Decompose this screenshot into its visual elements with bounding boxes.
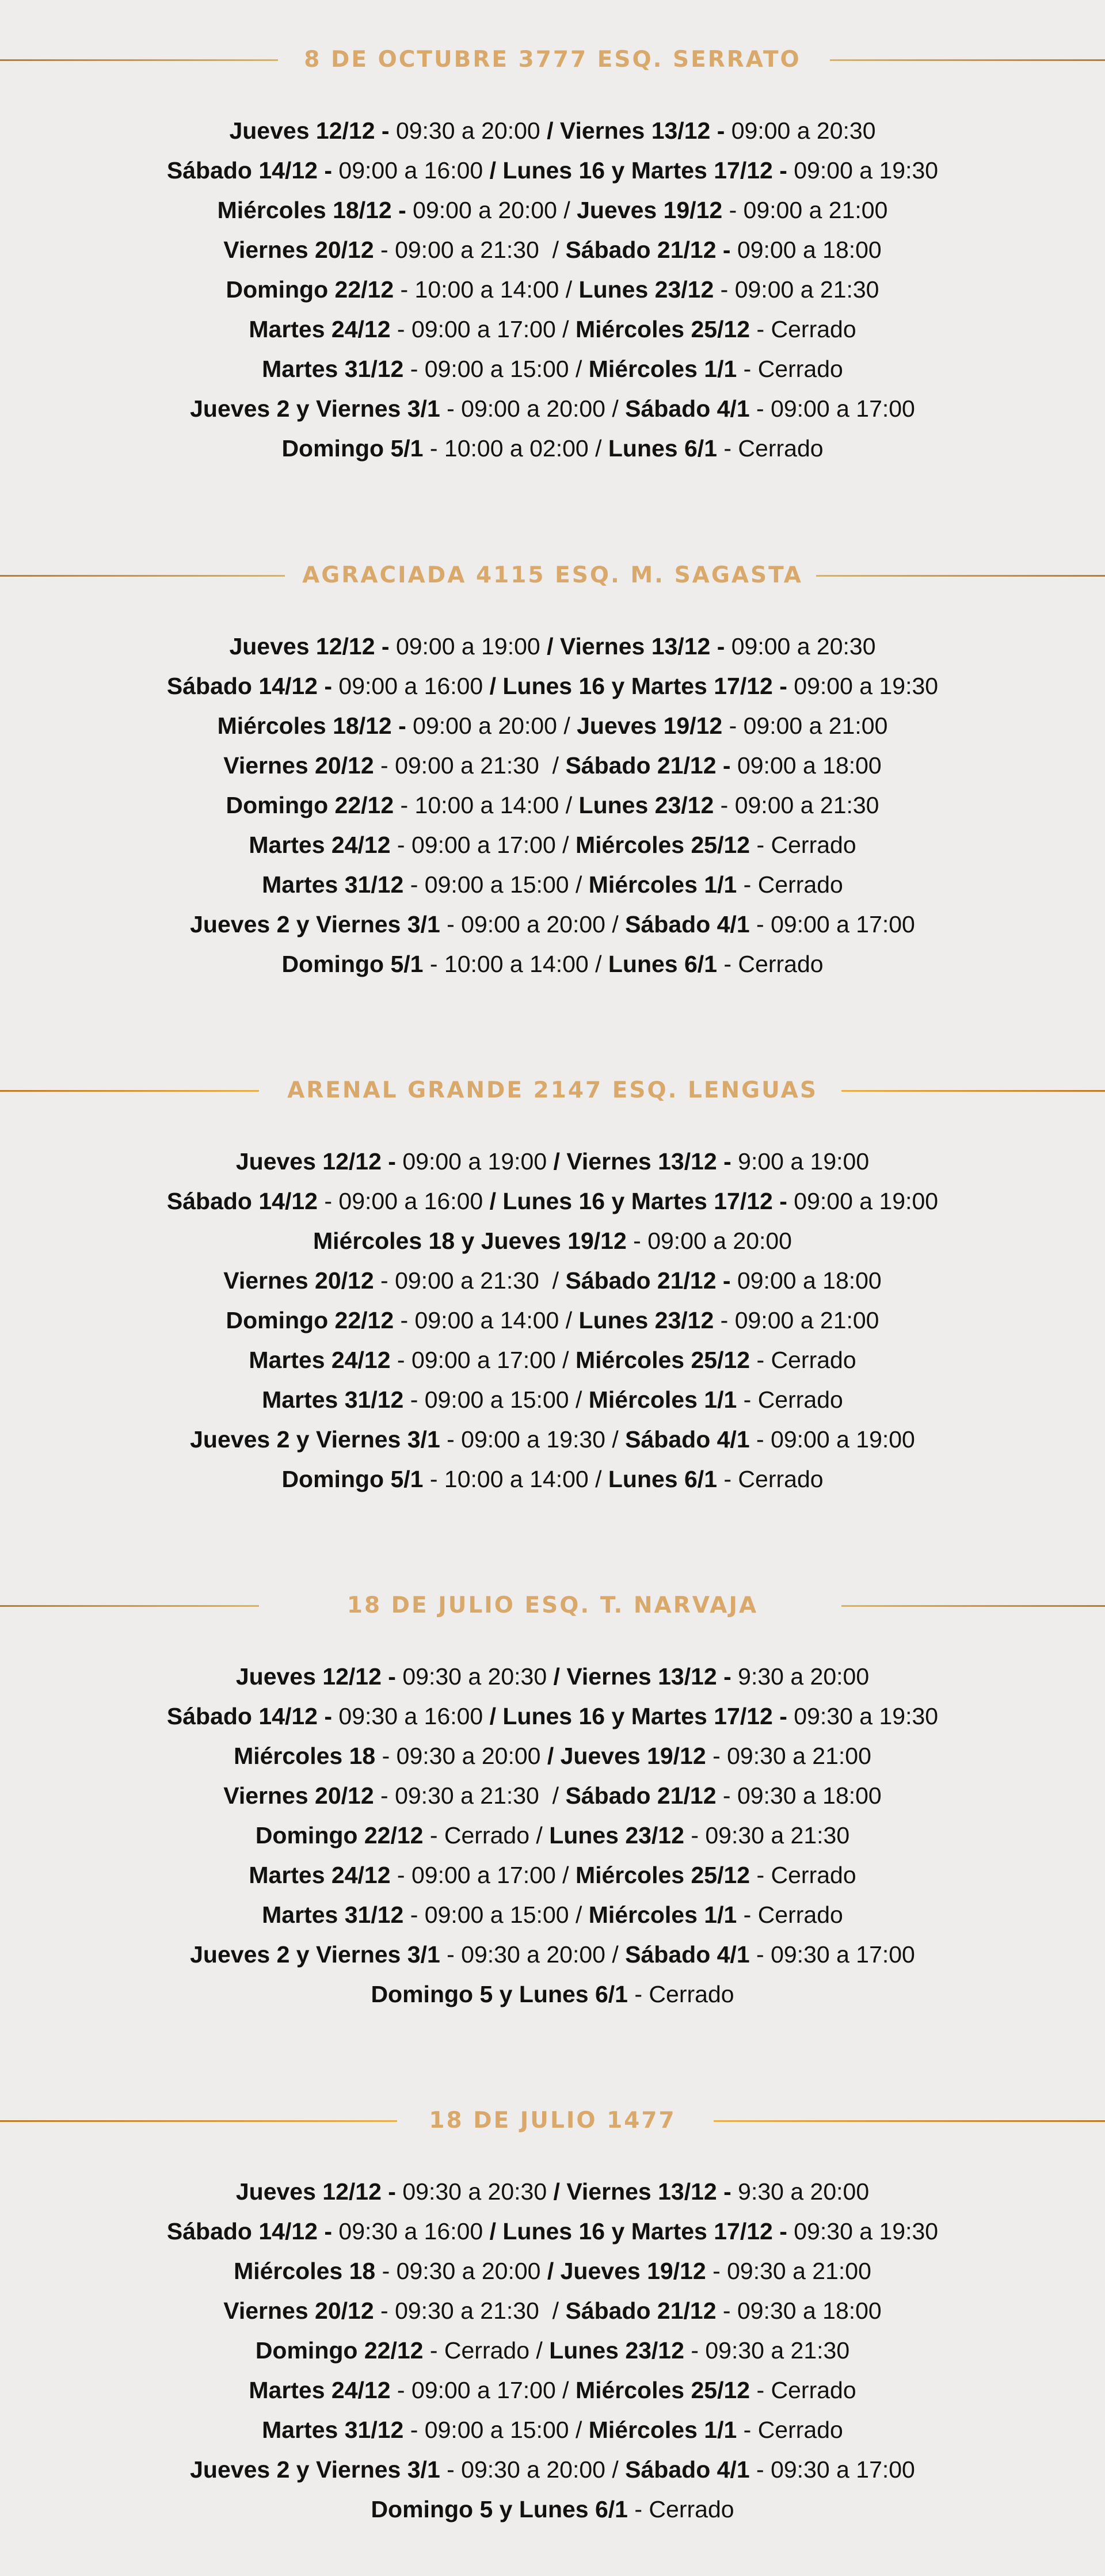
day-label: Jueves 19/12 [577,712,723,739]
day-label: Domingo 22/12 [255,2337,424,2364]
hours-list [0,1657,1105,2014]
hours-row [0,2450,1105,2490]
day-label: Miércoles 25/12 [575,832,750,858]
hours-row [0,786,1105,825]
day-label: Miércoles 18/12 - [217,197,406,223]
hours-value: - Cerrado [737,1386,843,1413]
day-label: Martes 24/12 [249,1862,391,1888]
hours-row [0,2291,1105,2331]
day-label: Domingo 22/12 [226,1307,394,1333]
hours-value: - 09:00 a 15:00 / [403,1386,589,1413]
day-label: Martes 24/12 [249,832,391,858]
hours-value: - 09:00 a 20:00 / [440,395,626,422]
section-header [0,558,1105,593]
day-label: Lunes 23/12 [549,2337,684,2364]
hours-row [0,1460,1105,1499]
day-label: Sábado 21/12 - [565,237,731,263]
day-label: Domingo 5 y Lunes 6/1 [371,1981,628,2007]
hours-value: - Cerrado [717,435,824,462]
day-label: Jueves 2 y Viernes 3/1 [190,395,440,422]
day-label: Jueves 19/12 [577,197,723,223]
day-label: Martes 24/12 [249,316,391,342]
day-label: Sábado 21/12 [565,2297,717,2324]
hours-row [0,1855,1105,1895]
hours-value: 09:00 a 18:00 [730,237,882,263]
hours-value: - 10:00 a 02:00 / [423,435,608,462]
day-label: / Lunes 16 y Martes 17/12 - [489,1188,787,1214]
hours-row [0,111,1105,151]
hours-value: - 09:00 a 20:00 [626,1228,792,1254]
day-label: Miércoles 25/12 [575,1862,750,1888]
hours-value: 09:30 a 20:30 [395,2178,554,2205]
day-label: Jueves 12/12 - [235,1663,396,1690]
hours-value: 09:00 a 16:00 [332,673,490,699]
hours-list [0,1142,1105,1499]
hours-row [0,190,1105,230]
hours-row [0,1261,1105,1301]
day-label: Jueves 12/12 - [229,633,390,660]
hours-row [0,2172,1105,2212]
hours-value: 09:00 a 19:30 [787,157,939,184]
hours-value: - Cerrado / [423,2337,550,2364]
hours-value: - 10:00 a 14:00 / [394,276,579,303]
day-label: / Jueves 19/12 [547,1743,706,1769]
hours-value: - 09:00 a 17:00 / [390,832,576,858]
hours-row [0,1895,1105,1935]
day-label: Domingo 5/1 [281,1466,424,1492]
hours-row [0,1935,1105,1975]
day-label: Lunes 6/1 [608,435,717,462]
day-label: Miércoles 25/12 [575,1347,750,1373]
hours-value: - 10:00 a 14:00 / [423,951,608,977]
day-label: Miércoles 18 y Jueves 19/12 [313,1228,627,1254]
hours-row [0,1816,1105,1855]
hours-row [0,1340,1105,1380]
hours-value: - 09:00 a 15:00 / [403,356,589,382]
day-label: Miércoles 25/12 [575,316,750,342]
hours-value: - 09:30 a 21:30 [684,1822,850,1849]
hours-value: 9:30 a 20:00 [731,1663,870,1690]
day-label: / Viernes 13/12 - [553,1148,731,1175]
hours-value: 09:00 a 20:30 [725,633,876,660]
day-label: Martes 24/12 [249,2377,391,2403]
day-label: Miércoles 1/1 [588,1386,737,1413]
hours-value: - 09:00 a 21:30 [714,276,879,303]
day-label: Lunes 6/1 [608,1466,717,1492]
hours-value: 09:00 a 19:30 [787,673,939,699]
hours-row [0,151,1105,190]
hours-row [0,1697,1105,1736]
day-label: Viernes 20/12 [223,237,374,263]
hours-value: - Cerrado / [423,1822,550,1849]
hours-value: 09:30 a 20:00 [389,117,547,144]
day-label: / Lunes 16 y Martes 17/12 - [489,2218,787,2245]
hours-value: - 09:30 a 20:00 [375,2258,547,2284]
hours-value: - 09:30 a 21:00 [706,2258,871,2284]
day-label: Miércoles 1/1 [588,871,737,898]
hours-value: - 09:30 a 20:00 / [440,1941,626,1968]
day-label: Miércoles 1/1 [588,2417,737,2443]
day-label: Viernes 20/12 [223,1267,374,1294]
store-section-8-de-octubre [0,43,1105,468]
day-label: Jueves 12/12 - [235,2178,396,2205]
hours-row [0,1221,1105,1261]
day-label: Jueves 2 y Viernes 3/1 [190,911,440,938]
day-label: Miércoles 1/1 [588,356,737,382]
hours-value: - Cerrado [750,2377,856,2403]
hours-value: - 09:30 a 17:00 [749,1941,915,1968]
hours-value: - 10:00 a 14:00 / [394,792,579,818]
hours-row [0,1142,1105,1182]
hours-value: - 09:30 a 17:00 [749,2456,915,2483]
hours-value: - 09:00 a 17:00 [749,395,915,422]
hours-row [0,1736,1105,1776]
hours-row [0,706,1105,746]
hours-value: - 09:00 a 20:00 / [440,911,626,938]
hours-value: 09:00 a 19:00 [395,1148,554,1175]
hours-value: - Cerrado [737,356,843,382]
hours-value: - 09:30 a 20:00 [375,1743,547,1769]
hours-value: 09:30 a 20:30 [395,1663,554,1690]
hours-value: - 09:30 a 20:00 / [440,2456,626,2483]
hours-row [0,1776,1105,1816]
hours-value: - Cerrado [750,1347,856,1373]
hours-value: 09:00 a 16:00 [332,157,490,184]
hours-row [0,2251,1105,2291]
day-label: Martes 24/12 [249,1347,391,1373]
day-label: Jueves 2 y Viernes 3/1 [190,1426,440,1453]
store-address-title: 18 DE JULIO ESQ. T. NARVAJA [346,1592,759,1618]
day-label: Martes 31/12 [262,2417,404,2443]
hours-value: - Cerrado [750,1862,856,1888]
day-label: Domingo 5/1 [281,951,424,977]
hours-row [0,389,1105,429]
store-section-agraciada [0,558,1105,984]
day-label: Sábado 4/1 [625,911,750,938]
day-label: Sábado 14/12 - [166,157,333,184]
hours-value: 09:30 a 19:30 [787,2218,939,2245]
day-label: Sábado 14/12 - [166,2218,333,2245]
day-label: Lunes 23/12 [578,1307,714,1333]
day-label: Sábado 4/1 [625,2456,750,2483]
hours-value: - Cerrado [750,316,856,342]
hours-value: - 09:00 a 17:00 / [390,1347,576,1373]
section-header [0,1588,1105,1623]
day-label: Sábado 14/12 [166,1188,318,1214]
hours-value: - 09:00 a 21:30 [714,792,879,818]
hours-row [0,349,1105,389]
hours-row [0,746,1105,786]
section-header [0,1073,1105,1108]
hours-value: - 09:00 a 16:00 [317,1188,490,1214]
day-label: Jueves 2 y Viernes 3/1 [190,1941,440,1968]
hours-value: - 09:00 a 15:00 / [403,2417,589,2443]
hours-value: - 09:30 a 21:30 / [374,1782,566,1809]
day-label: Sábado 21/12 - [565,752,731,779]
hours-row [0,2410,1105,2450]
hours-value: 09:30 a 16:00 [332,2218,490,2245]
hours-row [0,310,1105,349]
hours-value: - Cerrado [717,951,824,977]
day-label: Jueves 12/12 - [235,1148,396,1175]
hours-list [0,627,1105,984]
hours-row [0,2371,1105,2410]
hours-row [0,1420,1105,1460]
day-label: Lunes 23/12 [578,792,714,818]
hours-value: 09:00 a 18:00 [730,752,882,779]
day-label: / Jueves 19/12 [547,2258,706,2284]
hours-row [0,1182,1105,1221]
day-label: Sábado 4/1 [625,395,750,422]
hours-value: - 09:00 a 17:00 / [390,316,576,342]
hours-value: 9:00 a 19:00 [731,1148,870,1175]
day-label: / Viernes 13/12 - [547,633,725,660]
day-label: / Viernes 13/12 - [547,117,725,144]
day-label: Viernes 20/12 [223,752,374,779]
hours-list [0,2172,1105,2529]
hours-value: - Cerrado [627,2496,734,2522]
day-label: Lunes 23/12 [578,276,714,303]
hours-value: - 09:30 a 18:00 [716,2297,882,2324]
hours-row [0,666,1105,706]
hours-value: - 09:00 a 17:00 / [390,2377,576,2403]
hours-value: - 09:30 a 21:30 [684,2337,850,2364]
day-label: / Lunes 16 y Martes 17/12 - [489,1703,787,1729]
day-label: Domingo 5/1 [281,435,424,462]
hours-value: 09:30 a 19:30 [787,1703,939,1729]
day-label: Miércoles 1/1 [588,1901,737,1928]
day-label: Martes 31/12 [262,1901,404,1928]
hours-value: 9:30 a 20:00 [731,2178,870,2205]
day-label: Viernes 20/12 [223,2297,374,2324]
store-address-title: 8 DE OCTUBRE 3777 ESQ. SERRATO [304,47,801,73]
section-header [0,43,1105,77]
hours-row [0,270,1105,310]
hours-row [0,230,1105,270]
hours-value: - Cerrado [737,871,843,898]
hours-value: - 09:00 a 21:00 [714,1307,879,1333]
hours-value: - 09:00 a 21:30 / [374,237,566,263]
day-label: Miércoles 18 [234,1743,376,1769]
store-address-title: 18 DE JULIO 1477 [429,2108,676,2133]
hours-value: - Cerrado [737,1901,843,1928]
day-label: Domingo 22/12 [226,792,394,818]
day-label: Domingo 22/12 [226,276,394,303]
day-label: / Viernes 13/12 - [553,2178,731,2205]
day-label: Jueves 12/12 - [229,117,390,144]
hours-value: 09:00 a 18:00 [730,1267,882,1294]
hours-value: 09:00 a 20:00 / [406,197,577,223]
store-section-18-de-julio-1477 [0,2104,1105,2529]
day-label: Sábado 21/12 [565,1782,717,1809]
hours-row [0,627,1105,666]
store-address-title: AGRACIADA 4115 ESQ. M. SAGASTA [302,562,803,588]
day-label: / Viernes 13/12 - [553,1663,731,1690]
day-label: Martes 31/12 [262,871,404,898]
hours-value: - 10:00 a 14:00 / [423,1466,608,1492]
section-header [0,2104,1105,2138]
hours-value: - 09:30 a 21:30 / [374,2297,566,2324]
store-section-18-de-julio-narvaja [0,1588,1105,2014]
hours-value: 09:00 a 19:00 [389,633,547,660]
day-label: Domingo 5 y Lunes 6/1 [371,2496,628,2522]
hours-value: 09:00 a 19:00 [787,1188,939,1214]
day-label: Miércoles 25/12 [575,2377,750,2403]
hours-value: - 09:00 a 21:00 [722,712,888,739]
hours-row [0,2490,1105,2529]
day-label: Lunes 23/12 [549,1822,684,1849]
day-label: Lunes 6/1 [608,951,717,977]
hours-value: - 09:30 a 18:00 [716,1782,882,1809]
store-address-title: ARENAL GRANDE 2147 ESQ. LENGUAS [287,1077,818,1103]
hours-row [0,1975,1105,2014]
hours-value: - Cerrado [737,2417,843,2443]
hours-value: 09:30 a 16:00 [332,1703,490,1729]
day-label: Martes 31/12 [262,356,404,382]
hours-row [0,2212,1105,2251]
hours-value: - 09:00 a 17:00 [749,911,915,938]
hours-value: - 09:00 a 21:30 / [374,1267,566,1294]
hours-row [0,944,1105,984]
day-label: Miércoles 18/12 - [217,712,406,739]
day-label: / Lunes 16 y Martes 17/12 - [489,673,787,699]
hours-value: - Cerrado [627,1981,734,2007]
hours-value: - 09:00 a 19:00 [749,1426,915,1453]
hours-value: - 09:00 a 15:00 / [403,1901,589,1928]
hours-value: - 09:00 a 19:30 / [440,1426,626,1453]
day-label: Sábado 4/1 [625,1426,750,1453]
day-label: Sábado 21/12 - [565,1267,731,1294]
hours-row [0,825,1105,865]
hours-value: - 09:00 a 17:00 / [390,1862,576,1888]
day-label: Martes 31/12 [262,1386,404,1413]
day-label: Sábado 4/1 [625,1941,750,1968]
hours-row [0,2331,1105,2371]
hours-row [0,429,1105,468]
hours-row [0,1657,1105,1697]
hours-value: - 09:00 a 15:00 / [403,871,589,898]
hours-row [0,865,1105,905]
day-label: / Lunes 16 y Martes 17/12 - [489,157,787,184]
hours-list [0,111,1105,468]
store-section-arenal-grande [0,1073,1105,1499]
day-label: Jueves 2 y Viernes 3/1 [190,2456,440,2483]
day-label: Viernes 20/12 [223,1782,374,1809]
hours-value: 09:00 a 20:00 / [406,712,577,739]
hours-value: - 09:30 a 21:00 [706,1743,871,1769]
hours-value: 09:00 a 20:30 [725,117,876,144]
hours-value: - 09:00 a 14:00 / [394,1307,579,1333]
hours-value: - Cerrado [750,832,856,858]
day-label: Sábado 14/12 - [166,1703,333,1729]
hours-row [0,1301,1105,1340]
hours-row [0,1380,1105,1420]
day-label: Miércoles 18 [234,2258,376,2284]
hours-value: - Cerrado [717,1466,824,1492]
hours-row [0,905,1105,944]
hours-value: - 09:00 a 21:00 [722,197,888,223]
day-label: Sábado 14/12 - [166,673,333,699]
day-label: Domingo 22/12 [255,1822,424,1849]
hours-value: - 09:00 a 21:30 / [374,752,566,779]
